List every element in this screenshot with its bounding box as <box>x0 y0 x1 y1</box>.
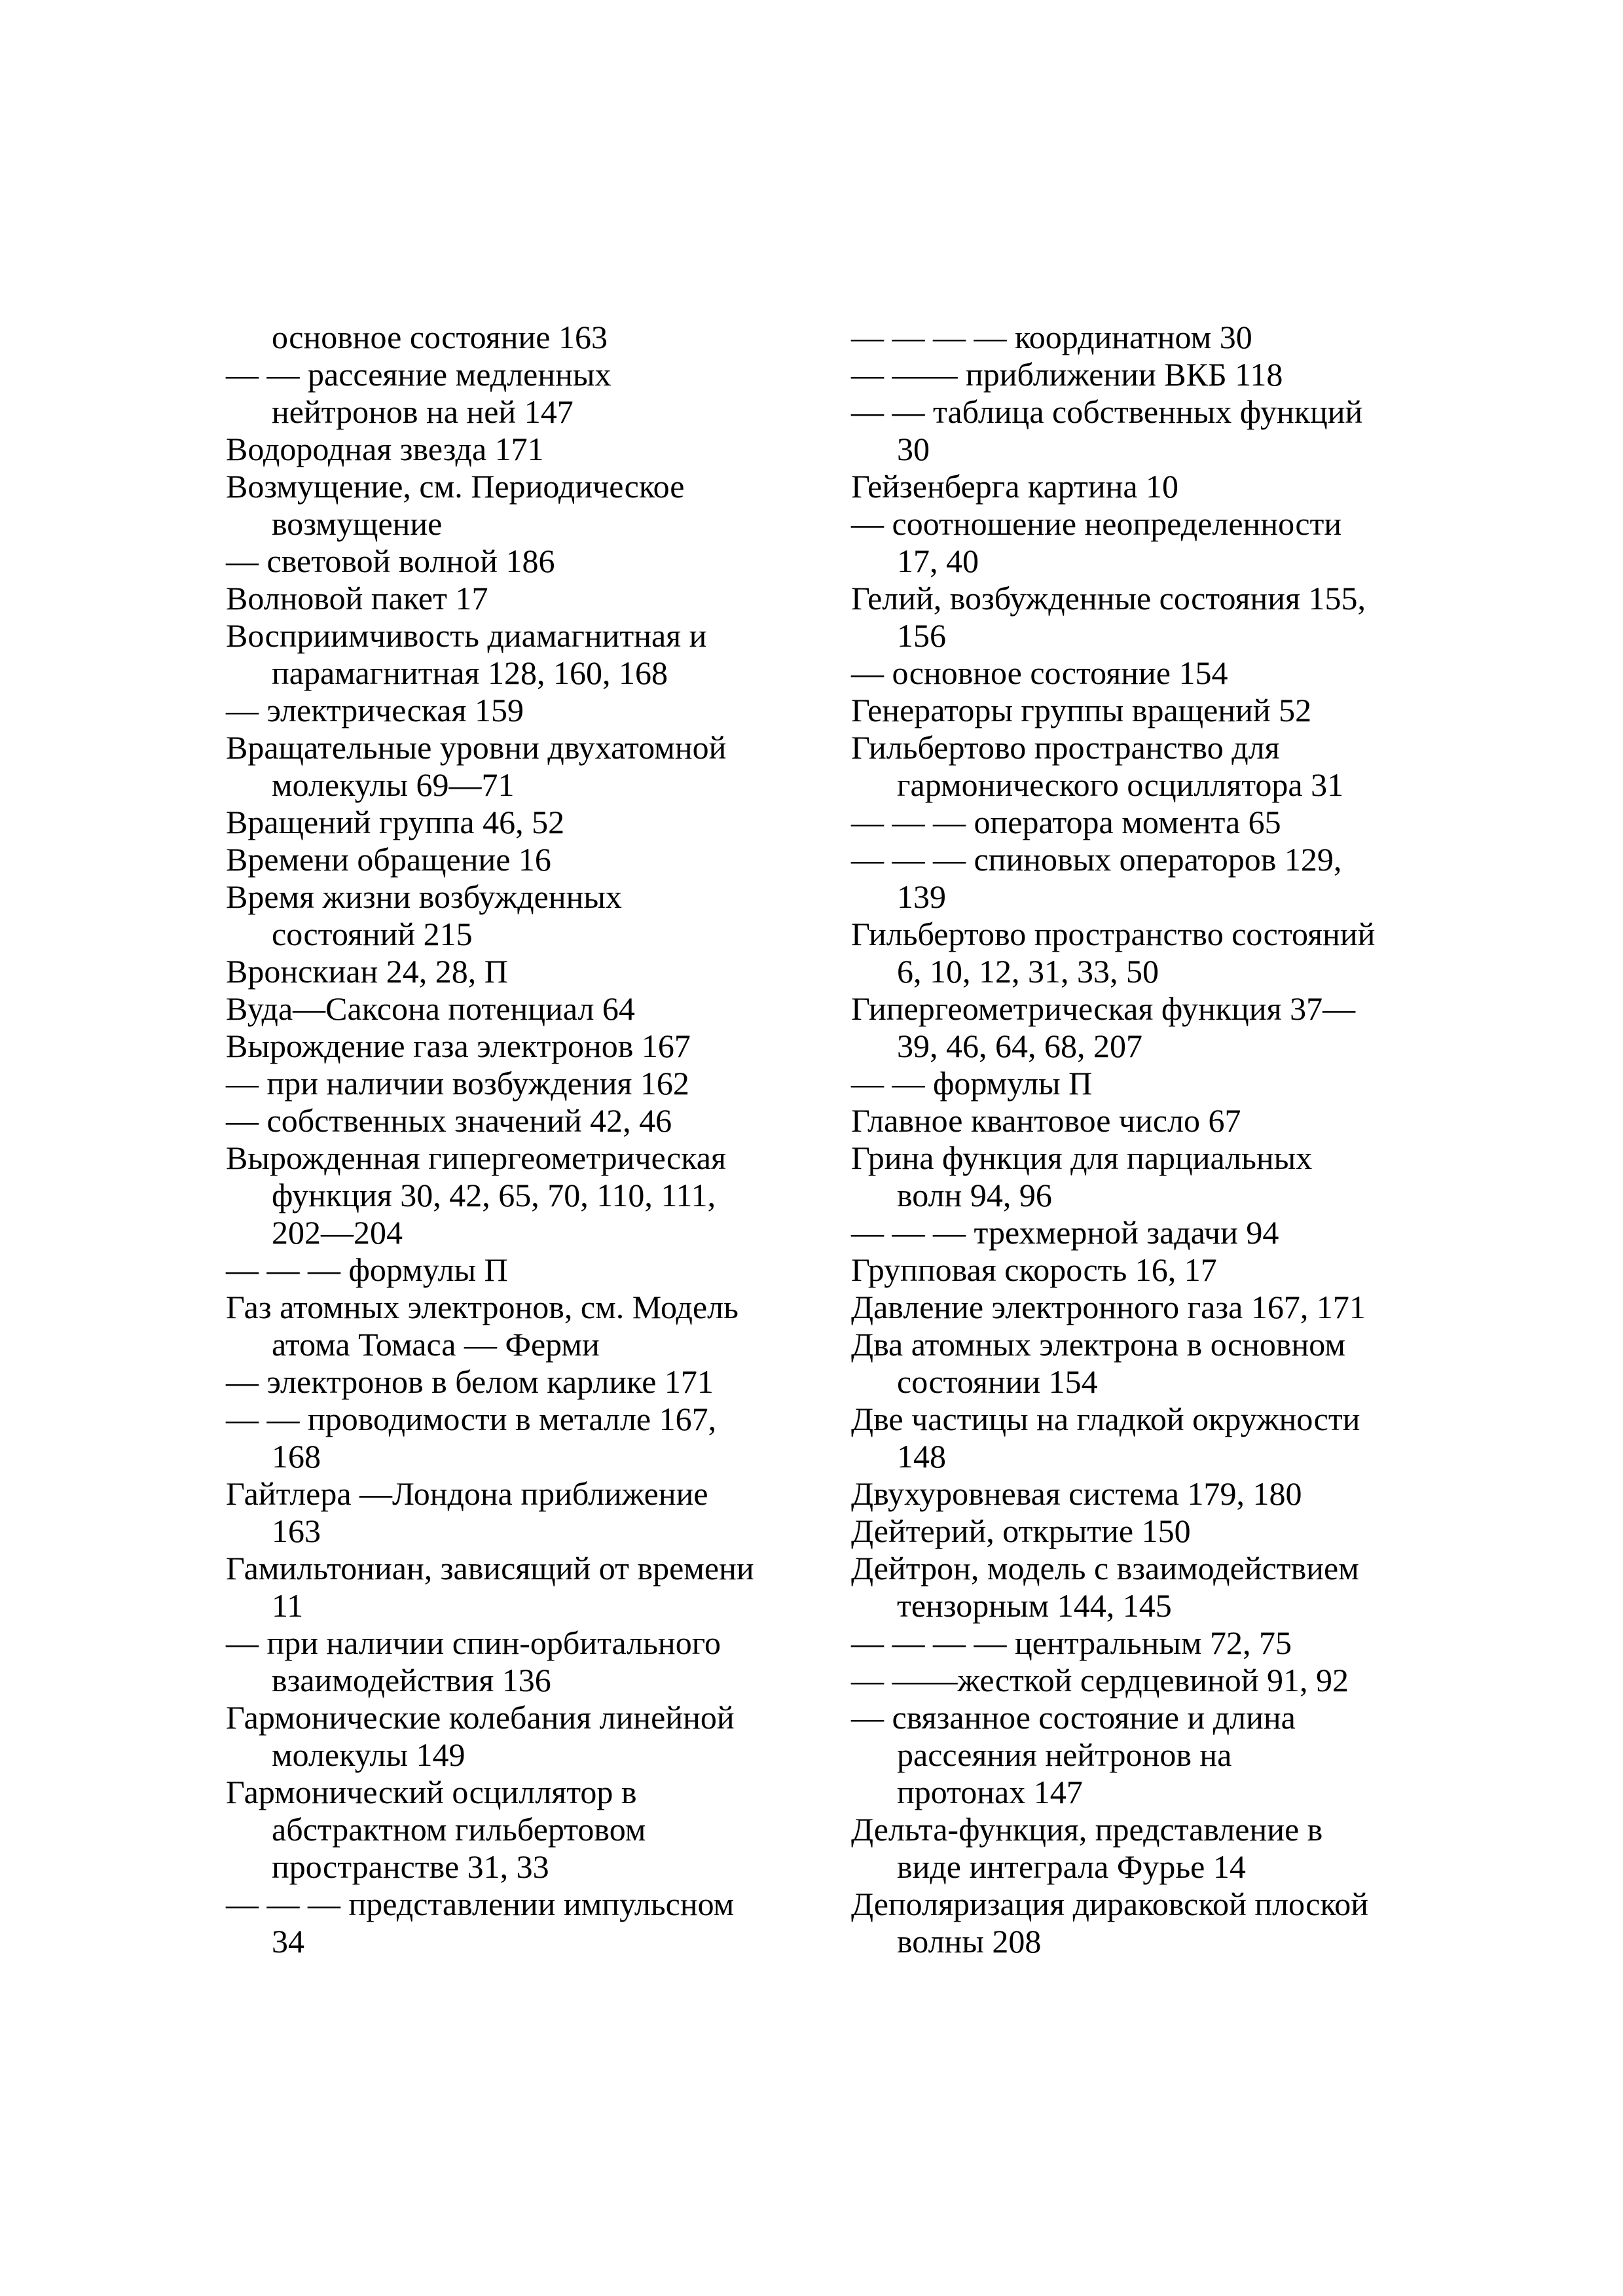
index-line: Газ атомных электронов, см. Модель <box>226 1289 739 1325</box>
index-line: — — проводимости в металле 167, <box>226 1401 717 1437</box>
index-line: Вронскиан 24, 28, П <box>226 953 508 990</box>
index-line: — связанное состояние и длина <box>851 1699 1296 1736</box>
index-line: Вуда—Саксона потенциал 64 <box>226 990 635 1027</box>
index-line: — основное состояние 154 <box>851 655 1228 691</box>
index-line: — электрическая 159 <box>226 692 524 728</box>
index-column-left <box>226 319 802 1960</box>
index-line: — — — — центральным 72, 75 <box>851 1624 1292 1661</box>
index-line: 34 <box>272 1923 304 1960</box>
index-line: функция 30, 42, 65, 70, 110, 111, <box>272 1177 716 1213</box>
index-line: Деполяризация дираковской плоской <box>851 1886 1368 1922</box>
index-line: 148 <box>897 1438 946 1475</box>
index-line: Гайтлера —Лондона приближение <box>226 1475 708 1512</box>
index-line: Два атомных электрона в основном <box>851 1326 1345 1363</box>
index-line: Дельта-функция, представление в <box>851 1811 1323 1848</box>
index-line: — световой волной 186 <box>226 543 555 579</box>
index-line: Вырожденная гипергеометрическая <box>226 1139 726 1176</box>
index-line: молекулы 149 <box>272 1736 465 1773</box>
index-line: — ——жесткой сердцевиной 91, 92 <box>851 1662 1349 1698</box>
index-line: — электронов в белом карлике 171 <box>226 1363 714 1400</box>
index-line: атома Томаса — Ферми <box>272 1326 600 1363</box>
index-line: Вращательные уровни двухатомной <box>226 729 727 766</box>
index-line: — — — — координатном 30 <box>851 319 1252 355</box>
index-line: Гильбертово пространство состояний <box>851 916 1376 952</box>
index-line: Гейзенберга картина 10 <box>851 468 1179 505</box>
index-line: виде интеграла Фурье 14 <box>897 1848 1246 1885</box>
index-line: Гармонические колебания линейной <box>226 1699 735 1736</box>
index-line: волны 208 <box>897 1923 1042 1960</box>
index-line: пространстве 31, 33 <box>272 1848 549 1885</box>
index-line: 202—204 <box>272 1214 403 1251</box>
index-line: Вращений группа 46, 52 <box>226 804 565 840</box>
index-line: Время жизни возбужденных <box>226 878 622 915</box>
index-line: — при наличии возбуждения 162 <box>226 1065 689 1102</box>
index-line: — —— приближении ВКБ 118 <box>851 356 1283 393</box>
index-line: 30 <box>897 431 930 467</box>
index-line: 168 <box>272 1438 321 1475</box>
index-column-right <box>851 319 1453 1960</box>
index-line: Гелий, возбужденные состояния 155, <box>851 580 1366 617</box>
index-line: 39, 46, 64, 68, 207 <box>897 1028 1142 1064</box>
index-line: взаимодействия 136 <box>272 1662 551 1698</box>
index-line: — — — формулы П <box>226 1251 508 1288</box>
index-line: молекулы 69—71 <box>272 766 515 803</box>
index-line: — — таблица собственных функций <box>851 393 1363 430</box>
index-line: 139 <box>897 878 946 915</box>
index-line: возмущение <box>272 505 443 542</box>
index-line: абстрактном гильбертовом <box>272 1811 646 1848</box>
index-line: Двухуровневая система 179, 180 <box>851 1475 1302 1512</box>
index-line: Гипергеометрическая функция 37— <box>851 990 1356 1027</box>
index-line: Волновой пакет 17 <box>226 580 488 617</box>
index-line: нейтронов на ней 147 <box>272 393 574 430</box>
index-line: Водородная звезда 171 <box>226 431 544 467</box>
index-line: Дейтерий, открытие 150 <box>851 1513 1191 1549</box>
index-line: гармонического осциллятора 31 <box>897 766 1344 803</box>
index-line: Гильбертово пространство для <box>851 729 1280 766</box>
index-line: тензорным 144, 145 <box>897 1587 1172 1624</box>
index-line: Грина функция для парциальных <box>851 1139 1313 1176</box>
index-line: Генераторы группы вращений 52 <box>851 692 1312 728</box>
index-line: Две частицы на гладкой окружности <box>851 1401 1360 1437</box>
index-line: Вырождение газа электронов 167 <box>226 1028 691 1064</box>
index-line: волн 94, 96 <box>897 1177 1052 1213</box>
index-line: Восприимчивость диамагнитная и <box>226 617 707 654</box>
index-line: Гамильтониан, зависящий от времени <box>226 1550 754 1587</box>
index-line: — — формулы П <box>851 1065 1093 1102</box>
index-line: — — — спиновых операторов 129, <box>851 841 1342 878</box>
index-line: основное состояние 163 <box>272 319 608 355</box>
index-line: — — — трехмерной задачи 94 <box>851 1214 1279 1251</box>
index-line: Возмущение, см. Периодическое <box>226 468 685 505</box>
index-line: — — — представлении импульсном <box>226 1886 735 1922</box>
index-line: — при наличии спин-орбитального <box>226 1624 721 1661</box>
index-line: — — рассеяние медленных <box>226 356 611 393</box>
index-line: 17, 40 <box>897 543 979 579</box>
index-line: Групповая скорость 16, 17 <box>851 1251 1217 1288</box>
index-line: состоянии 154 <box>897 1363 1098 1400</box>
index-line: — собственных значений 42, 46 <box>226 1102 672 1139</box>
index-line: — — — оператора момента 65 <box>851 804 1281 840</box>
index-line: Дейтрон, модель с взаимодействием <box>851 1550 1359 1587</box>
index-line: Главное квантовое число 67 <box>851 1102 1241 1139</box>
index-line: состояний 215 <box>272 916 473 952</box>
index-line: протонах 147 <box>897 1774 1083 1810</box>
index-line: — соотношение неопределенности <box>851 505 1342 542</box>
index-line: Времени обращение 16 <box>226 841 551 878</box>
index-line: 11 <box>272 1587 304 1624</box>
index-line: Гармонический осциллятор в <box>226 1774 637 1810</box>
index-line: 163 <box>272 1513 321 1549</box>
index-line: парамагнитная 128, 160, 168 <box>272 655 668 691</box>
index-line: Давление электронного газа 167, 171 <box>851 1289 1366 1325</box>
index-line: 156 <box>897 617 946 654</box>
index-line: 6, 10, 12, 31, 33, 50 <box>897 953 1159 990</box>
index-line: рассеяния нейтронов на <box>897 1736 1232 1773</box>
